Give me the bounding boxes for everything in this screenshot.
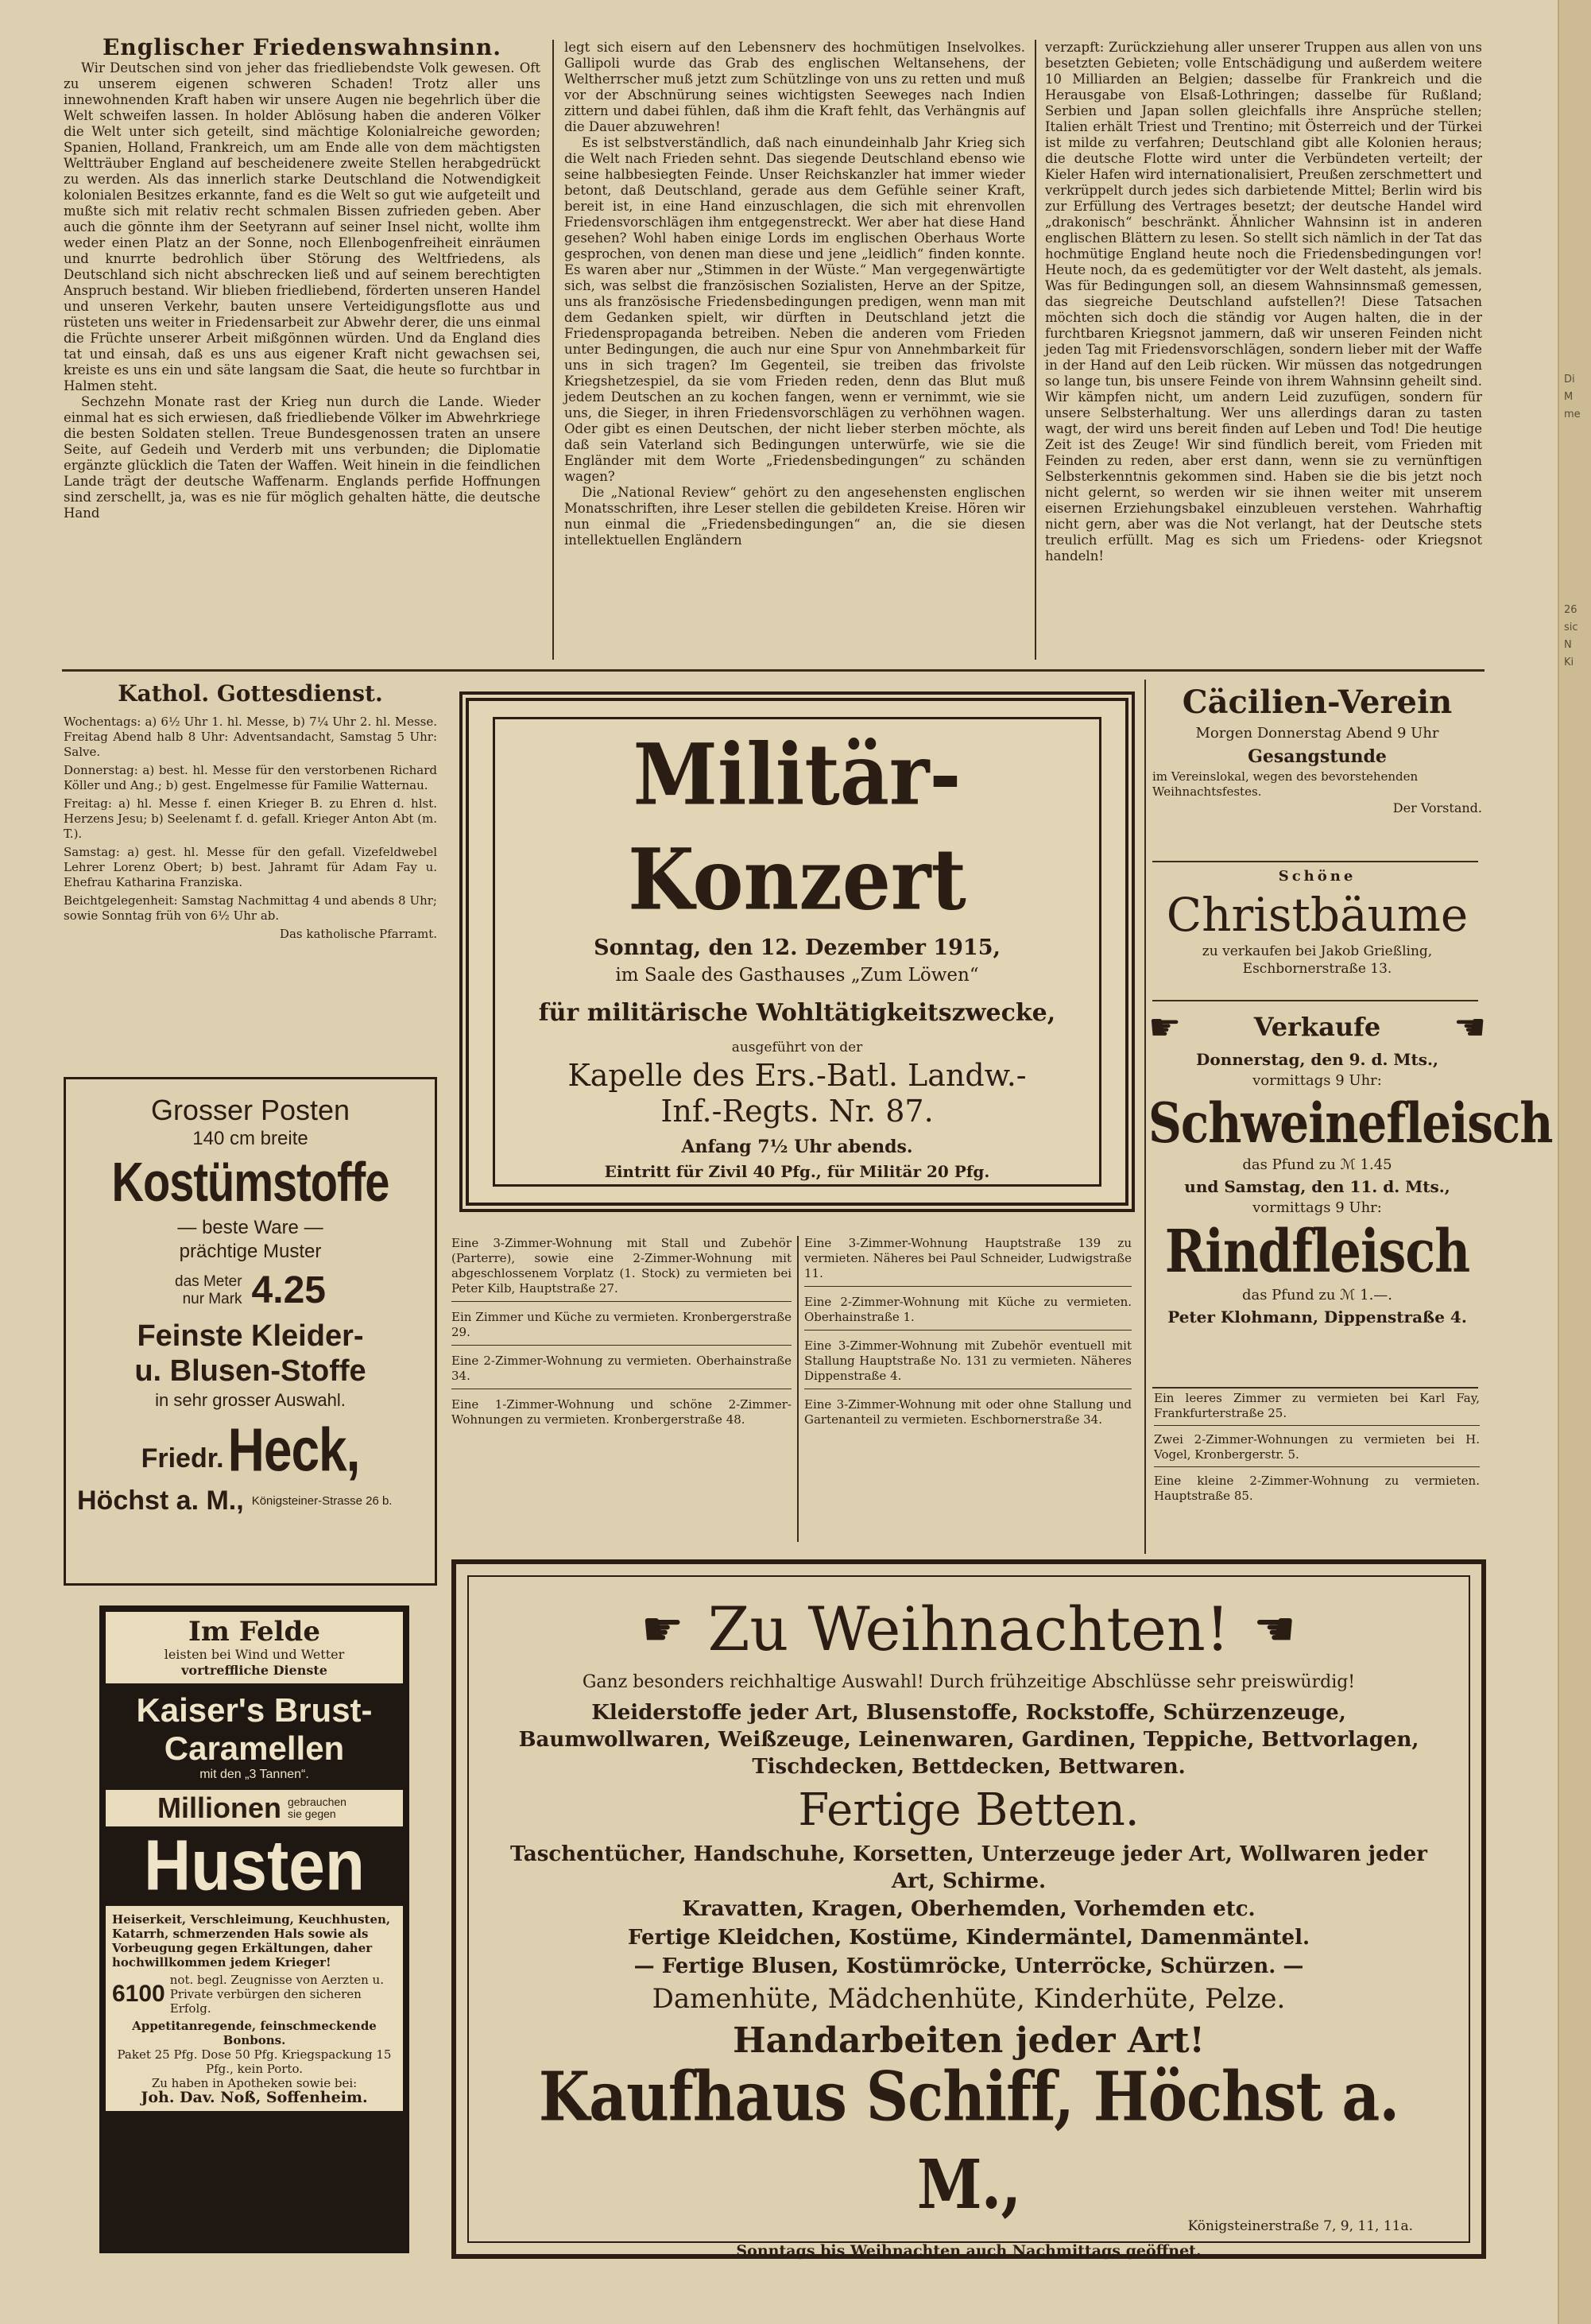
article-title: Englischer Friedenswahnsinn. [103, 34, 501, 60]
article-paragraph: legt sich eisern auf den Lebensnerv des hochmütigen Inselvolkes. Gallipoli wurde das Grab des englischen Weltansehens, der Weltherrscher muß jetzt zum Schützlinge von uns zu retten und muß vor der Abschnürung seines wichtigsten Seeweges nach Indien zittern und dabei fühlen, daß ihm die Kraft fehlt, das Verhängnis auf die Dauer abzuwehren! [564, 40, 1025, 134]
kaiser-line: Im Felde [188, 1616, 320, 1648]
edge-fragment: Ki [1564, 657, 1574, 668]
schiff-title: Zu Weihnachten! [707, 1594, 1230, 1664]
konzert-entry: Eintritt für Zivil 40 Pfg., für Militär 20 Pfg. [604, 1162, 990, 1181]
verkauf-seller: Peter Klohmann, Dippenstraße 4. [1167, 1307, 1467, 1327]
pointing-hand-left-icon: ☛ [1453, 1005, 1486, 1048]
heck-street: Königsteiner-Strasse 26 b. [251, 1494, 393, 1508]
column-divider [1144, 680, 1146, 1554]
heck-price: 4.25 [251, 1269, 326, 1311]
heck-headline: Kostümstoffe [111, 1150, 389, 1213]
schiff-paragraph: Kleiderstoffe jeder Art, Blusenstoffe, Rockstoffe, Schürzenzeuge, Baumwollwaren, Weißzeuge, Leinenwaren, Gardinen, Teppiche, Bettvorlagen, Tischdecken, Bettdecken, Bettwaren. [518, 1701, 1419, 1779]
article-paragraph: Sechzehn Monate rast der Krieg nun durch die Lande. Wieder einmal hat es sich erwiesen, daß friedliebende Völker im Abwehrkriege die besten Soldaten stellen. Treue Bundesgenossen traten an unsere Seite, auf Gedeih und Verderb mit uns verbunden; die Diplomatie ergänzte glücklich die Taten der Waffen. Weit hinein in die feindlichen Lande trägt der deutsche Waffenarm. Englands perfide Hoffnungen sind zerschellt, ja, was es nie für möglich gehalten hätte, die deutsche Hand [64, 394, 540, 521]
konzert-band: Kapelle des Ers.-Batl. Landw.- [567, 1058, 1027, 1093]
edge-fragment: M [1564, 391, 1574, 403]
schiff-address: Königsteinerstraße 7, 9, 11, 11a. [1187, 2218, 1413, 2234]
schiff-handarbeiten: Handarbeiten jeder Art! [733, 2020, 1205, 2061]
apartment-ad: Eine 3-Zimmer-Wohnung mit Stall und Zubehör (Parterre), sowie eine 2-Zimmer-Wohnung mit abgeschlossenem Vorplatz (1. Stock) zu vermieten bei Peter Kilb, Hauptstraße 27. [451, 1236, 792, 1302]
verkauf-line: Donnerstag, den 9. d. Mts., [1196, 1050, 1438, 1069]
verkauf-item-2: Rindfleisch [1164, 1216, 1470, 1287]
schiff-betten: Fertige Betten. [798, 1784, 1140, 1836]
christbaum-ad [1152, 866, 1482, 997]
heck-price-row [77, 1269, 424, 1312]
kaiser-count-row [112, 1973, 397, 2016]
kaiser-ad [99, 1605, 409, 2253]
kaiser-brand-box [106, 1683, 403, 1790]
heck-name: Heck, [227, 1415, 360, 1485]
article-column-3 [1045, 40, 1482, 660]
article-paragraph: Wir Deutschen sind von jeher das friedliebendste Volk gewesen. Oft zu unserem eigenen schweren Schaden! Trotz aller uns innewohnenden Kraft haben wir unsere Augen nie begehrlich über die Welt schweifen lassen. In holder Ablösung haben die anderen Völker die Welt unter sich geteilt, sind mächtige Kolonialreiche geworden; Spanien, Holland, Frankreich, um am Ende alle von dem mächtigsten Weltträuber England auf bescheidenere zweite Stellen herabgedrückt zu werden. Als das innerlich starke Deutschland die Notwendigkeit kolonialen Besitzes erkannte, fand es die Welt so gut wie aufgeteilt und mußte sich mit relativ recht schmalen Bissen zufrieden geben. Aber auch die gönnte ihm der Seetyrann auf seiner Insel nicht, wollte ihm weder einen Platz an der Sonne, noch Ellenbogenfreiheit einräumen und knurrte bedrohlich über Störung des Weltfriedens, als Deutschland sich nicht abschrecken ließ und auf seinem berechtigten Anspruch bestand. Wir blieben friedliebend, förderten unseren Handel und unseren Verkehr, bauten unsere Verteidigungsflotte aus und rüsteten uns weiter in Friedensarbeit zur Abwehr derer, die uns einmal die Früchte unserer Arbeit mißgönnen würden. Und da England dies tat und einsah, daß es uns aus eigener Kraft nicht gewachsen sei, kreiste es uns ein und säte langsam die Saat, die heute so furchtbar in Halmen steht. [64, 60, 540, 393]
konzert-inner-frame [493, 717, 1101, 1187]
konzert-start: Anfang 7½ Uhr abends. [681, 1137, 913, 1157]
heck-line: Grosser Posten [150, 1094, 350, 1126]
ad-rule [1152, 1387, 1478, 1389]
pointing-hand-right-icon: ☛ [1148, 1005, 1182, 1048]
konzert-purpose: für militärische Wohltätigkeitszwecke, [538, 999, 1056, 1027]
schiff-ad [451, 1559, 1486, 2259]
verkauf-line: vormittags 9 Uhr: [1252, 1072, 1382, 1089]
verkauf-price-1: das Pfund zu ℳ 1.45 [1242, 1156, 1392, 1173]
small-ad: Ein leeres Zimmer zu vermieten bei Karl Fay, Frankfurterstraße 25. [1154, 1391, 1480, 1426]
heck-line: u. Blusen-Stoffe [134, 1354, 366, 1388]
article-column-1 [64, 34, 540, 660]
caecilien-ad [1152, 682, 1482, 861]
edge-fragment: sic [1564, 622, 1578, 633]
schiff-paragraph: Kravatten, Kragen, Oberhemden, Vorhemden etc. [682, 1897, 1256, 1921]
apartment-ad: Eine 3-Zimmer-Wohnung mit Zubehör eventuell mit Stallung Hauptstraße No. 131 zu vermieten. Näheres Dippenstraße 4. [804, 1338, 1132, 1389]
kaiser-count-text: not. begl. Zeugnisse von Aerzten u. Private verbürgen den sicheren Erfolg. [169, 1973, 384, 2016]
gottesdienst-line: Donnerstag: a) best. hl. Messe für den verstorbenen Richard Köller und Ang.; b) gest. Engelmesse für Familie Watternau. [64, 763, 437, 792]
schiff-inner-frame [467, 1575, 1470, 2260]
apartment-ad: Eine 3-Zimmer-Wohnung Hauptstraße 139 zu vermieten. Näheres bei Paul Schneider, Ludwigstraße 11. [804, 1236, 1132, 1287]
christbaum-line: zu verkaufen bei Jakob Grießling, Eschbornerstraße 13. [1202, 943, 1433, 977]
konzert-band: Inf.-Regts. Nr. 87. [660, 1094, 934, 1129]
heck-name-row [77, 1415, 424, 1485]
apartment-ad: Eine 2-Zimmer-Wohnung zu vermieten. Oberhainstraße 34. [451, 1354, 792, 1389]
edge-fragment: N [1564, 639, 1572, 651]
verkauf-header [1148, 1005, 1486, 1048]
small-ads-right [1154, 1391, 1480, 1550]
kaiser-header [106, 1612, 403, 1683]
heck-price-label-1: das Meter [175, 1272, 242, 1290]
schiff-name: Kaufhaus Schiff, Höchst a. M., [538, 2058, 1399, 2225]
kaiser-millionen: Millionen [157, 1791, 281, 1824]
article-paragraph: Es ist selbstverständlich, daß nach einundeinhalb Jahr Krieg sich die Welt nach Frieden sehnt. Das siegende Deutschland ebenso wie seine halbbesiegten Feinde. Unser Reichskanzler hat immer wieder betont, daß Deutschland, gerade aus dem Gefühle seiner Kraft, bereit ist, in eine Hand einzuschlagen, die sich mit ehrenvollen Friedensvorschlägen ihm entgegenstreckt. Wer aber hat diese Hand gesehen? Wohl haben einige Lords im englischen Oberhaus Worte gesprochen, von denen man diese und jene „leidlich“ finden konnte. Es waren aber nur „Stimmen in der Wüste.“ Man vergegenwärtigte sich, was selbst die französischen Sozialisten, Herve an der Spitze, uns als französische Friedensbedingungen predigen, wenn man mit dem Gedanken spielt, wir dürften in Deutschland jetzt die Friedenspropaganda betreiben. Neben die anderen vom Frieden unter Bedingungen, die auch nur eine Spur von Annehmbarkeit für uns in sich tragen? Im Gegenteil, sie treiben das frivolste Kriegshetzespiel, da sie vom Frieden reden, denn das Blut muß jedem Deutschen an zu kochen fangen, wenn er vernimmt, wie sie uns, die Sieger, in ihren Friedensvorschlägen zu verhöhnen wagen. Oder gibt es einen Deutschen, der nicht lieber sterben möchte, als daß sein Vaterland sich Bedingungen unterwürfe, wie sie die Engländer mit dem Worte „Friedensbedingungen“ zu schänden wagen? [564, 135, 1025, 484]
kaiser-count: 6100 [112, 1981, 165, 2007]
heck-ad [64, 1077, 437, 1586]
verkauf-ad [1148, 1005, 1553, 1387]
edge-fragment: 26 [1564, 604, 1577, 616]
schiff-paragraph: Damenhüte, Mädchenhüte, Kinderhüte, Pelze. [652, 1983, 1286, 2015]
schiff-sub: Ganz besonders reichhaltige Auswahl! Durch frühzeitige Abschlüsse sehr preiswürdig! [582, 1672, 1356, 1692]
konzert-place: im Saale des Gasthauses „Zum Löwen“ [615, 965, 979, 986]
gottesdienst-title: Kathol. Gottesdienst. [118, 680, 383, 707]
heck-line: — beste Ware — [177, 1217, 323, 1238]
heck-name-prefix: Friedr. [141, 1443, 224, 1474]
gottesdienst-line: Wochentags: a) 6½ Uhr 1. hl. Messe, b) 7¼ Uhr 2. hl. Messe. Freitag Abend halb 8 Uhr: Adventsandacht, Samstag 5 Uhr: Salve. [64, 715, 437, 759]
gottesdienst-signature: Das katholische Pfarramt. [279, 927, 437, 941]
heck-price-label-2: nur Mark [182, 1290, 242, 1307]
ad-rule [1152, 861, 1478, 862]
article-paragraph: verzapft: Zurückziehung aller unserer Truppen aus allen von uns besetzten Gebieten; volle Entschädigung und außerdem weitere 10 Milliarden an Belgien; dasselbe für Frankreich und die Herausgabe von Elsaß-Lothringen; dasselbe für Rußland; Serbien und Japan sollen gleichfalls ihre Ansprüche stellen; Italien erhält Triest und Trentino; mit Österreich und der Türkei ist milde zu verfahren; Deutschland gibt alle Kolonien heraus; die deutsche Flotte wird unter die Verbündeten verteilt; der Kieler Hafen wird internationalisiert, Preußen zerschmettert und verkrüppelt durch jedes sich darbietende Mittel; Berlin wird bis zur Erfüllung des Vertrages besetzt; der deutsche Handel wird „drakonisch“ beschränkt. Ähnlicher Wahnsinn ist in anderen englischen Blättern zu lesen. So stellt sich nämlich in der Tat das hochmütige England heute noch die Friedensbedingungen vor! Heute noch, da es gedemütigter vor der Welt dasteht, als jemals. Was für Bedingungen soll, an diesem Wahnsinnsmaß gemessen, das siegreiche Deutschland aufstellen?! Diese Tatsachen möchten sich doch die ständig vor Augen halten, die in der furchtbaren Kriegsnot jammern, daß wir unseren Feinden nicht jeden Tag mit Friedensvorschlägen, sondern lieber mit der Waffe in der Hand auf den Leib rücken. Wir müssen das notgedrungen so lange tun, bis unsere Feinde von ihrem Wahnsinn geheilt sind. Wir kämpfen nicht, um andern Leid zuzufügen, sondern für unsere Selbsterhaltung. Wer uns allerdings daran zu tasten wagt, der wird uns bereit finden auf Leben und Tod! Die heutige Zeit ist des Zeuge! Wir sind fündlich bereit, vom Frieden mit Feinden zu reden, aber erst dann, wenn sie zu vernünftigen Selbsterkenntnis gekommen sind. Haben sie die bis jetzt noch nicht gelernt, so werden wir sie ihnen weiter mit unserem eisernen Erziehungsbakel einzubleuen verstehen. Wahrhaftig nicht gern, aber was die Not verlangt, hat der Deutsche stets treulich erfüllt. Mag es sich um Friedens- oder Kriegsnot handeln! [1045, 40, 1482, 564]
verkauf-title: Verkaufe [1253, 1012, 1381, 1042]
column-divider [797, 1236, 799, 1542]
caecilien-line: Gesangstunde [1248, 746, 1387, 767]
kaiser-dealer: Joh. Dav. Noß, Soffenheim. [141, 2089, 368, 2106]
christbaum-line: Schöne [1278, 868, 1357, 885]
schiff-paragraph: Fertige Kleidchen, Kostüme, Kindermäntel, Damenmäntel. [627, 1926, 1310, 1950]
edge-fragment: me [1564, 409, 1581, 420]
konzert-date: Sonntag, den 12. Dezember 1915, [594, 935, 1001, 960]
caecilien-title: Cäcilien-Verein [1182, 684, 1453, 721]
verkauf-item-1: Schweinefleisch [1148, 1090, 1553, 1156]
kaiser-husten: Husten [144, 1826, 365, 1906]
heck-address-row [77, 1485, 424, 1516]
verkauf-price-2: das Pfund zu ℳ 1.—. [1241, 1287, 1393, 1303]
column-divider [1035, 40, 1036, 660]
kaiser-where: Zu haben in Apotheken sowie bei: [151, 2076, 358, 2090]
gottesdienst-line: Beichtgelegenheit: Samstag Nachmittag 4 und abends 8 Uhr; sowie Sonntag früh von 6½ Uhr ab. [64, 893, 437, 923]
konzert-title: Militär-Konzert [628, 725, 966, 929]
caecilien-sig: Der Vorstand. [1392, 800, 1482, 815]
column-divider [552, 40, 554, 660]
kaiser-millionen-row [106, 1790, 403, 1826]
gottesdienst-line: Freitag: a) hl. Messe f. einen Krieger B. zu Ehren d. hlst. Herzens Jesu; b) Seelenamt f. d. gefall. Krieger Anton Abt (m. T.). [64, 796, 437, 841]
christbaum-headline: Christbäume [1166, 888, 1469, 942]
caecilien-line: Morgen Donnerstag Abend 9 Uhr [1195, 725, 1439, 742]
article-paragraph: Die „National Review“ gehört zu den angesehensten englischen Monatsschriften, ihre Leser stellen die gebildeten Kreise. Hören wir nun einmal die „Friedensbedingungen“ an, die sie diesen intellektuellen Engländern [564, 485, 1025, 548]
konzert-by: ausgeführt von der [731, 1040, 863, 1055]
apartment-ad: Eine 2-Zimmer-Wohnung mit Küche zu vermieten. Oberhainstraße 1. [804, 1295, 1132, 1330]
gottesdienst-notice [64, 680, 437, 1061]
kaiser-body-box [106, 1906, 403, 2111]
ad-rule [1152, 1000, 1478, 1001]
pointing-hand-left-icon: ☛ [1253, 1602, 1297, 1657]
schiff-title-row [501, 1590, 1437, 1669]
gottesdienst-line: Samstag: a) gest. hl. Messe für den gefall. Vizefeldwebel Lehrer Lorenz Obert; b) best. Jahramt für Adam Fay u. Ehefrau Katharina Franziska. [64, 845, 437, 889]
small-ad: Eine kleine 2-Zimmer-Wohnung zu vermieten. Hauptstraße 85. [1154, 1474, 1480, 1503]
apartment-ad: Ein Zimmer und Küche zu vermieten. Kronbergerstraße 29. [451, 1310, 792, 1346]
heck-line: 140 cm breite [192, 1128, 308, 1149]
heck-line: prächtige Muster [179, 1241, 322, 1262]
konzert-ad [459, 691, 1135, 1212]
caecilien-line: im Vereinslokal, wegen des bevorstehenden Weihnachtsfestes. [1152, 769, 1419, 799]
section-rule [62, 669, 1485, 672]
kaiser-brand: Kaiser's Brust-Caramellen [136, 1691, 373, 1767]
verkauf-line: vormittags 9 Uhr: [1252, 1199, 1382, 1216]
verkauf-line: und Samstag, den 11. d. Mts., [1184, 1177, 1450, 1196]
apartment-ad: Eine 3-Zimmer-Wohnung mit oder ohne Stallung und Gartenanteil zu vermieten. Eschbornerstraße 34. [804, 1397, 1132, 1427]
apartment-ads-left [451, 1236, 792, 1554]
kaiser-line: vortreffliche Dienste [181, 1663, 327, 1678]
adjacent-page-edge [1558, 0, 1591, 2324]
edge-fragment: Di [1564, 374, 1575, 385]
apartment-ad: Eine 1-Zimmer-Wohnung und schöne 2-Zimmer-Wohnungen zu vermieten. Kronbergerstraße 48. [451, 1397, 792, 1427]
kaiser-brand-sub: mit den „3 Tannen“. [199, 1768, 309, 1781]
pointing-hand-right-icon: ☛ [641, 1602, 684, 1657]
kaiser-extra: Appetitanregende, feinschmeckende Bonbons. [132, 2019, 377, 2047]
heck-price-label [175, 1273, 242, 1308]
small-ad: Zwei 2-Zimmer-Wohnungen zu vermieten bei H. Vogel, Kronbergerstr. 5. [1154, 1432, 1480, 1467]
kaiser-line: leisten bei Wind und Wetter [164, 1647, 345, 1662]
article-column-2 [564, 40, 1025, 660]
heck-city: Höchst a. M., [77, 1485, 244, 1516]
schiff-paragraph: — Fertige Blusen, Kostümröcke, Unterröcke, Schürzen. — [633, 1954, 1304, 1978]
heck-line: in sehr grosser Auswahl. [155, 1390, 346, 1410]
kaiser-gebrauchen: gebrauchen sie gegen [288, 1795, 346, 1820]
schiff-paragraph: Taschentücher, Handschuhe, Korsetten, Unterzeuge jeder Art, Wollwaren jeder Art, Schirme. [510, 1842, 1427, 1893]
apartment-ads-mid [804, 1236, 1132, 1554]
kaiser-prices: Paket 25 Pfg. Dose 50 Pfg. Kriegspackung 15 Pfg., kein Porto. [117, 2047, 392, 2076]
kaiser-body: Heiserkeit, Verschleimung, Keuchhusten, Katarrh, schmerzenden Hals sowie als Vorbeugung gegen Erkältungen, daher hochwillkommen jedem Krieger! [112, 1912, 391, 1970]
heck-line: Feinste Kleider- [137, 1319, 364, 1353]
schiff-footer: Sonntags bis Weihnachten auch Nachmittags geöffnet. [736, 2242, 1202, 2260]
